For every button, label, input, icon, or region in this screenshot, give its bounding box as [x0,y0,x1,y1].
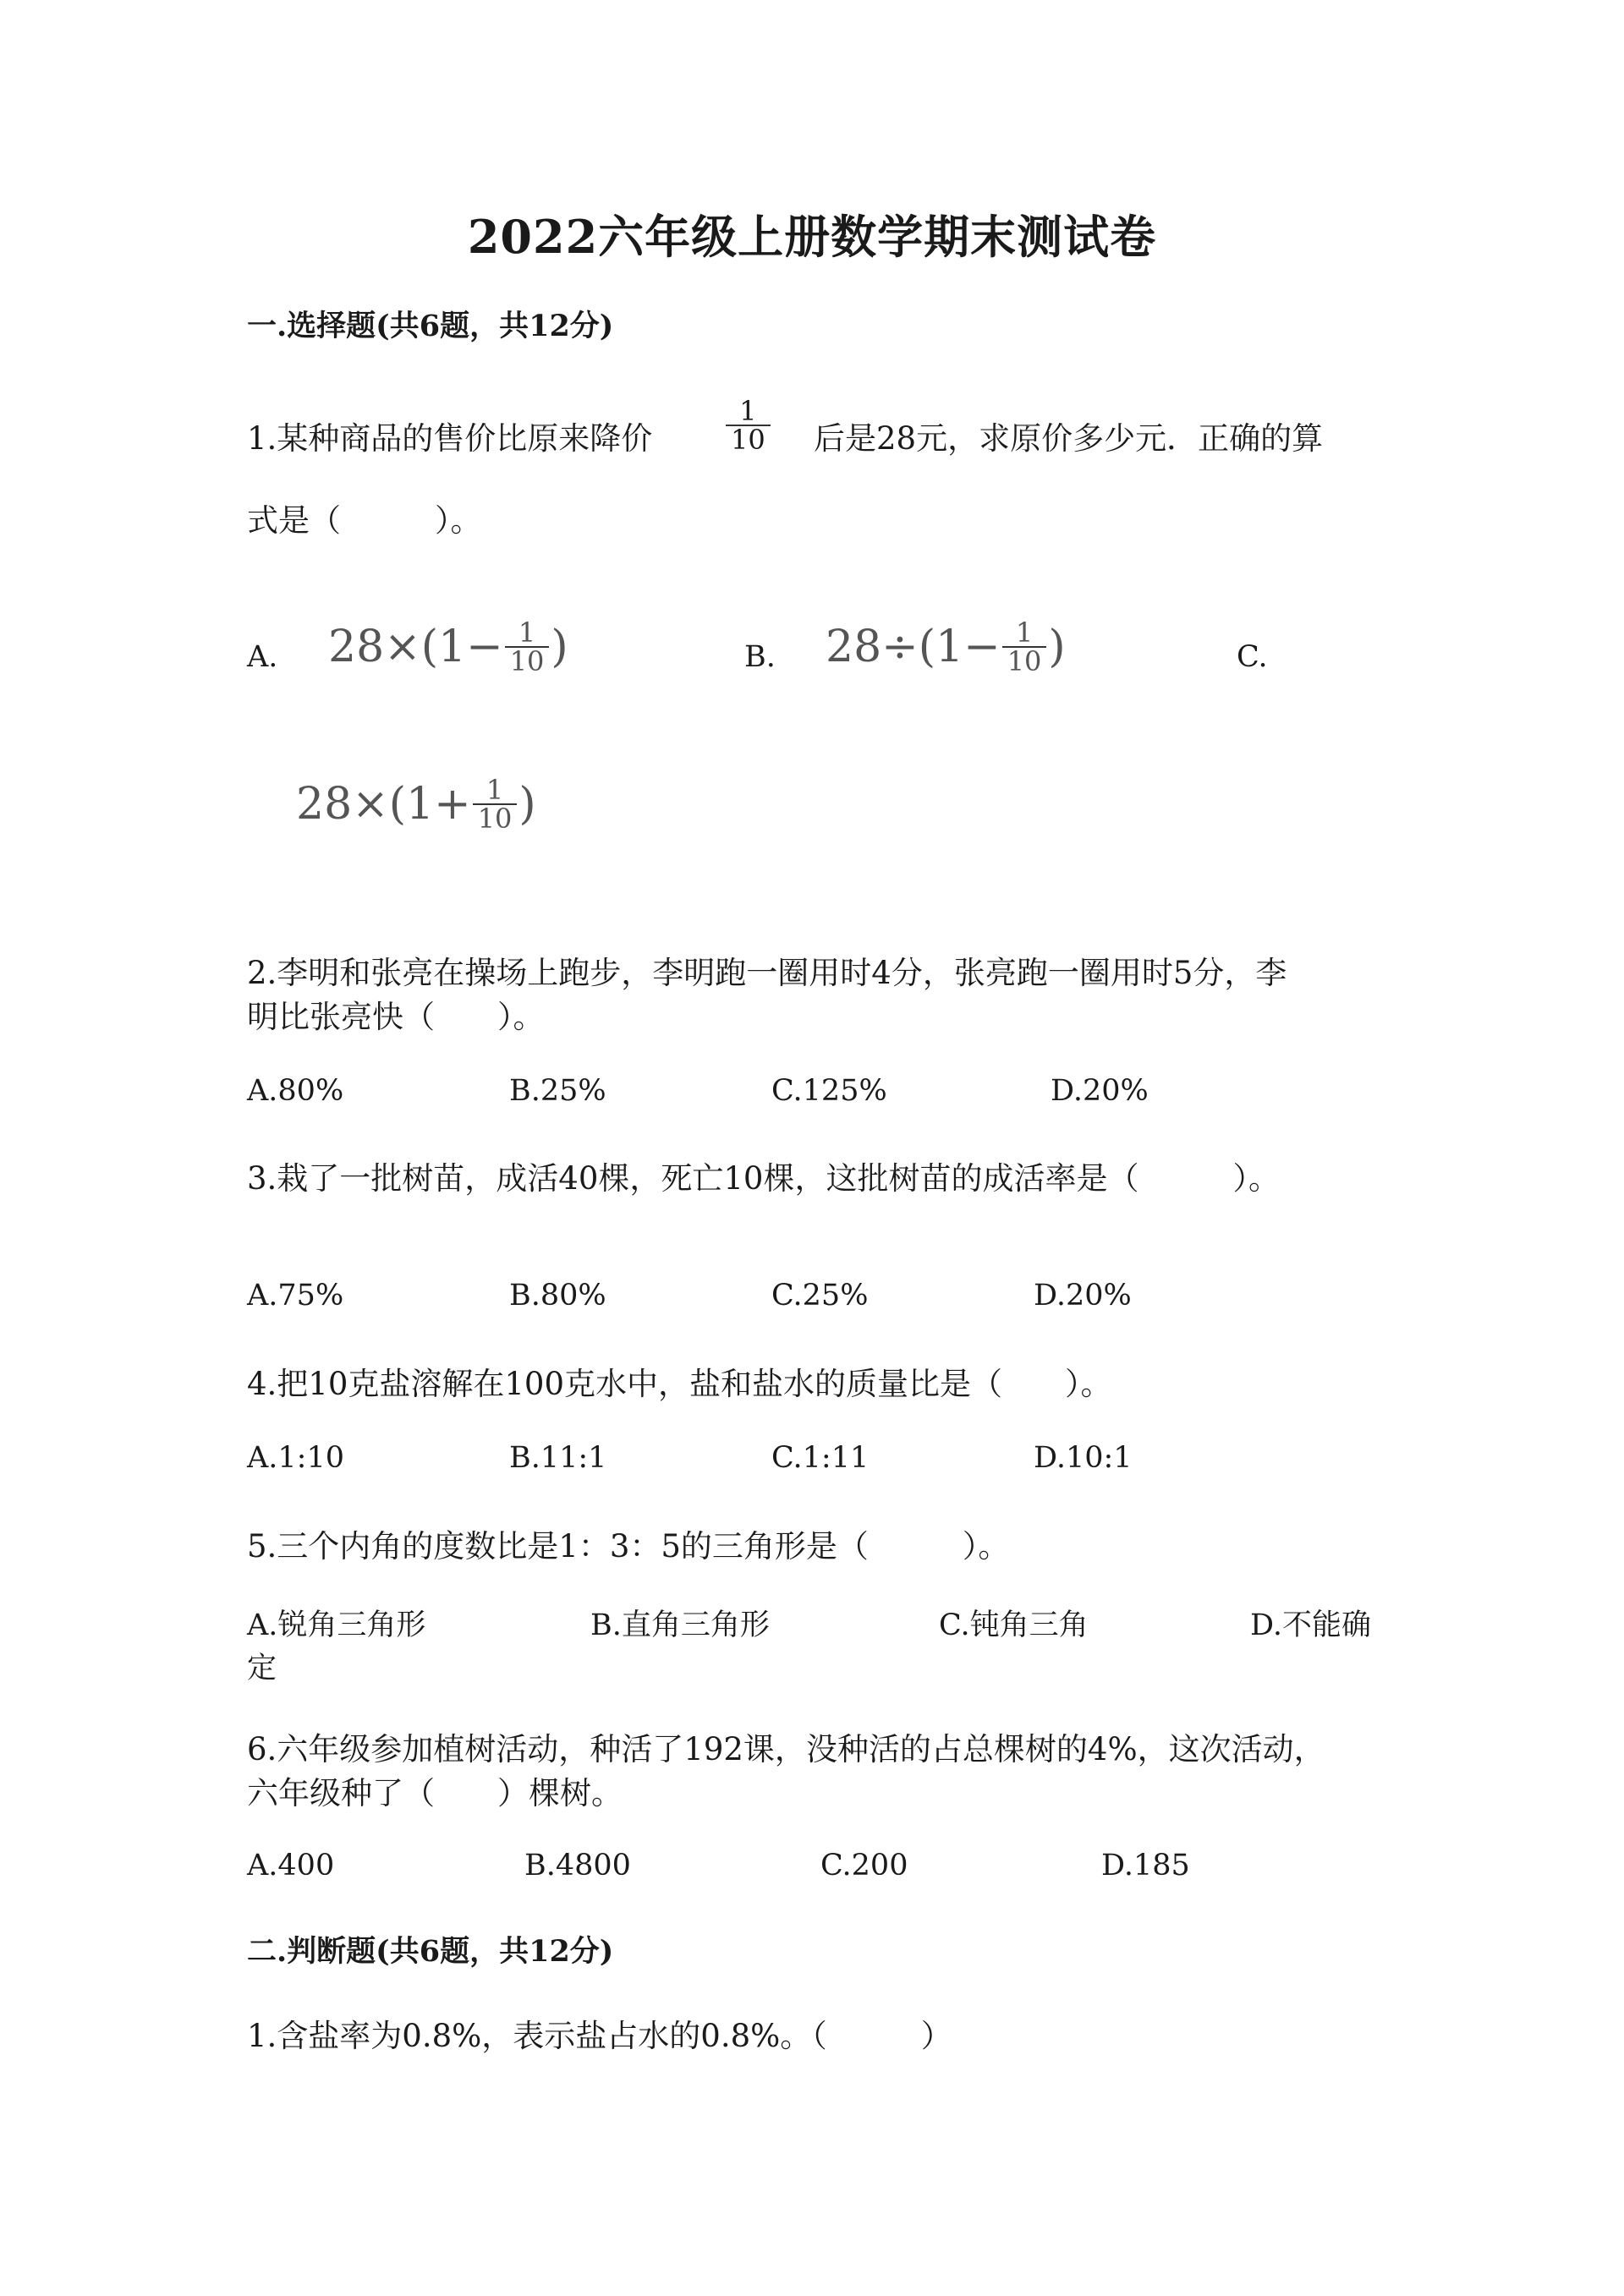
q2-option-c: C.125% [771,1074,887,1108]
formula-a-den: 10 [505,646,550,675]
q3-option-c: C.25% [771,1279,869,1312]
q5-option-a: A.锐角三角形 [247,1608,426,1642]
q1-stem-part1: 1.某种商品的售价比原来降价 [247,420,653,457]
q4-option-c: C.1:11 [771,1441,870,1475]
q1-stem-part2: 后是28元，求原价多少元．正确的算 [814,420,1324,457]
q6-stem-line1: 6.六年级参加植树活动，种活了192课，没种活的占总棵树的4%，这次活动， [247,1731,1325,1767]
q6-option-a: A.400 [247,1849,335,1882]
q4-option-d: D.10:1 [1034,1441,1133,1475]
section-heading-judgement: 二.判断题(共6题，共12分) [247,1934,614,1969]
q2-option-b: B.25% [509,1074,606,1108]
q5-option-d-wrap: 定 [247,1652,277,1685]
q1-option-a-formula [328,616,568,677]
page-title: 2022六年级上册数学期末测试卷 [467,210,1157,264]
formula-a-close: ) [551,622,568,672]
q5-stem: 5.三个内角的度数比是1：3：5的三角形是（ ）。 [247,1528,1010,1564]
formula-b-den: 10 [1002,646,1047,675]
q3-option-d: D.20% [1034,1279,1132,1312]
q4-option-a: A.1:10 [247,1441,344,1475]
formula-b-lead: 28÷(1− [826,622,1001,672]
q1-frac-denominator: 10 [726,425,771,453]
q5-option-c: C.钝角三角 [939,1608,1089,1642]
formula-c-close: ) [518,779,536,830]
formula-b-num: 1 [1015,616,1034,649]
q2-stem-line2: 明比张亮快（ ）。 [247,999,545,1035]
formula-a-lead: 28×(1− [328,622,503,672]
q4-option-b: B.11:1 [509,1441,607,1475]
q1-option-b-formula [826,616,1066,677]
q3-stem: 3.栽了一批树苗，成活40棵，死亡10棵，这批树苗的成活率是（ ）。 [247,1160,1280,1197]
formula-b-close: ) [1048,622,1066,672]
q3-option-b: B.80% [509,1279,606,1312]
q3-option-a: A.75% [247,1279,344,1312]
formula-c-num: 1 [486,774,504,806]
q1-frac-numerator: 1 [739,395,757,427]
q1-inline-fraction [726,395,771,456]
q2-option-d: D.20% [1051,1074,1149,1108]
q1-option-b-label: B. [744,640,776,674]
section-heading-choice: 一.选择题(共6题，共12分) [247,309,614,343]
q6-option-d: D.185 [1101,1849,1190,1882]
q5-option-b: B.直角三角形 [590,1608,770,1642]
formula-a-num: 1 [518,616,536,649]
q1-option-c-label: C. [1237,640,1268,674]
q6-option-b: B.4800 [524,1849,631,1882]
q2-stem-line1: 2.李明和张亮在操场上跑步，李明跑一圈用时4分，张亮跑一圈用时5分，李 [247,955,1287,991]
q1-option-a-label: A. [247,640,278,674]
formula-c-lead: 28×(1+ [296,779,471,830]
q6-option-c: C.200 [820,1849,908,1882]
q1-option-c-formula [296,774,536,835]
q1-stem-part3: 式是（ ）。 [247,502,482,539]
q4-stem: 4.把10克盐溶解在100克水中，盐和盐水的质量比是（ ）。 [247,1366,1112,1402]
q5-option-d: D.不能确 [1250,1608,1371,1642]
judgement-q1: 1.含盐率为0.8%，表示盐占水的0.8%。（ ） [247,2018,952,2054]
formula-c-den: 10 [473,803,518,832]
q2-option-a: A.80% [247,1074,344,1108]
q6-stem-line2: 六年级种了（ ）棵树。 [247,1775,623,1811]
